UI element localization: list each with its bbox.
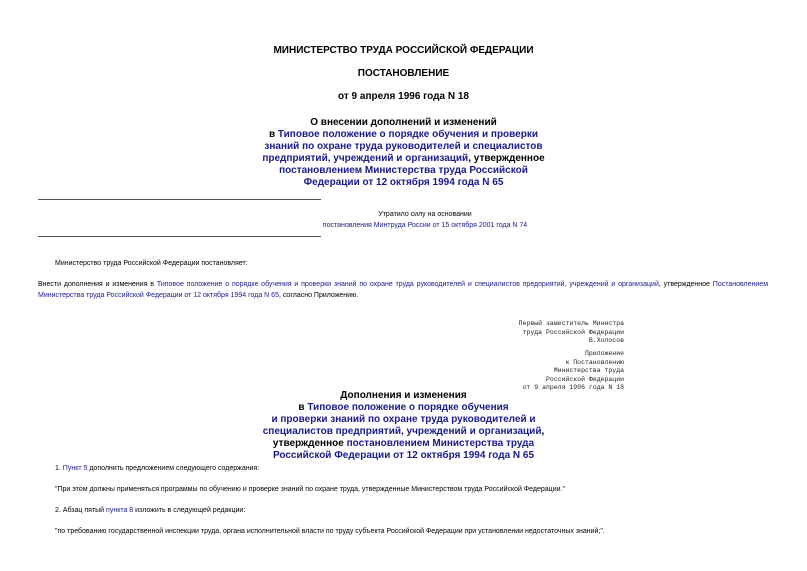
annex-title-link-resolution[interactable]: постановлением Министерства труда [346,438,535,449]
divider-top [38,199,321,200]
item-1-text: дополнить предложением следующего содержания: [87,465,260,472]
annex-title-prefix: в [298,402,308,413]
title-link-resolution-cont[interactable]: Федерации от 12 октября 1994 года N 65 [303,177,504,188]
title-link-regulation[interactable]: Типовое положение о порядке обучения и проверки [277,129,538,140]
title-link-resolution[interactable]: постановлением Министерства труда Российской [279,165,528,176]
annex-title-link-regulation-cont2[interactable]: специалистов предприятий, учреждений и организаций [262,426,542,437]
annex-title-link-regulation[interactable]: Типовое положение о порядке обучения [307,402,509,413]
annex-title-suffix: , [541,426,545,437]
annex-title-line-3 [0,414,807,426]
title-suffix: , утвержденное [468,153,545,164]
title-line-3 [0,141,807,153]
signature-name: В.Холосов [588,337,624,345]
appendix-note-line-3: Министерства труда [553,367,624,375]
annex-title-line-4 [0,426,807,438]
item-1-quote: "При этом должны применяться программы по обучению и проверке знаний по охране труда, утвержденные Министерством труда Российской Федерации." [55,486,565,493]
document-date-number: от 9 апреля 1996 года N 18 [338,91,469,102]
appendix-note [523,350,624,393]
annex-title-line-6 [0,450,807,462]
status-link[interactable]: постановления Минтруда России от 15 октября 2001 года N 74 [322,222,528,229]
title-line-1: О внесении дополнений и изменений [310,117,497,128]
appendix-note-line-5: от 9 апреля 1996 года N 18 [522,384,624,392]
annex-title-link-resolution-cont[interactable]: Российской Федерации от 12 октября 1994 года N 65 [272,450,535,461]
document-title [0,117,807,189]
preamble-paragraph: Министерство труда Российской Федерации постановляет: [55,260,248,267]
status-link-line [230,220,620,231]
title-line-4 [0,153,807,165]
title-prefix: в [268,129,278,140]
annex-title [0,390,807,462]
status-note: Утратило силу на основании [378,211,472,218]
divider-bottom [38,236,321,237]
appendix-note-line-2: к Постановлению [565,358,624,366]
appendix-note-line-1: Приложение [584,350,624,357]
annex-title-line-1: Дополнения и изменения [340,390,467,401]
item-2-start: 2. Абзац пятый [55,507,107,514]
title-line-6 [0,177,807,189]
signature-block [519,320,624,346]
annex-title-line-5 [0,438,807,450]
signature-line-1: Первый заместитель Министра [518,320,624,327]
item-2-quote: "по требованию государственной инспекции труда, органа исполнительной власти по труду субъекта Российской Федерации при установлении недостаточных знаний;". [55,528,605,535]
main-paragraph-end: , согласно Приложению. [278,292,359,299]
item-2-text: изложить в следующей редакции: [133,507,246,514]
main-paragraph-link-regulation[interactable]: Типовое положение о порядке обучения и проверки знаний по охране труда руководителей и специалистов предприятий, учреждений и организаций [156,281,659,288]
main-paragraph-mid: , утвержденное [658,281,713,288]
item-1-number: 1. [55,465,63,472]
item-2 [55,505,245,516]
annex-title-line-2 [0,402,807,414]
ministry-heading: МИНИСТЕРСТВО ТРУДА РОССИЙСКОЙ ФЕДЕРАЦИИ [273,45,534,56]
annex-title-approved: утвержденное [272,438,347,449]
item-2-link-clause-8[interactable]: пункта 8 [106,507,134,514]
signature-line-2: труда Российской Федерации [522,328,624,336]
title-line-5 [0,165,807,177]
title-link-regulation-cont2[interactable]: предприятий, учреждений и организаций [262,153,469,164]
main-paragraph-link-resolution[interactable]: Постановлением Министерства труда Российской Федерации от 12 октября 1994 года N 65 [38,281,769,299]
main-paragraph-start: Внести дополнения и изменения в [38,281,157,288]
title-link-regulation-cont1[interactable]: знаний по охране труда руководителей и специалистов [264,141,543,152]
title-line-2 [0,129,807,141]
appendix-note-line-4: Российской Федерации [545,375,624,383]
annex-title-link-regulation-cont1[interactable]: и проверки знаний по охране труда руководителей и [271,414,536,425]
document-type: ПОСТАНОВЛЕНИЕ [357,68,450,79]
main-paragraph [38,279,768,301]
item-1 [55,463,259,474]
item-1-link-clause-5[interactable]: Пункт 5 [62,465,88,472]
